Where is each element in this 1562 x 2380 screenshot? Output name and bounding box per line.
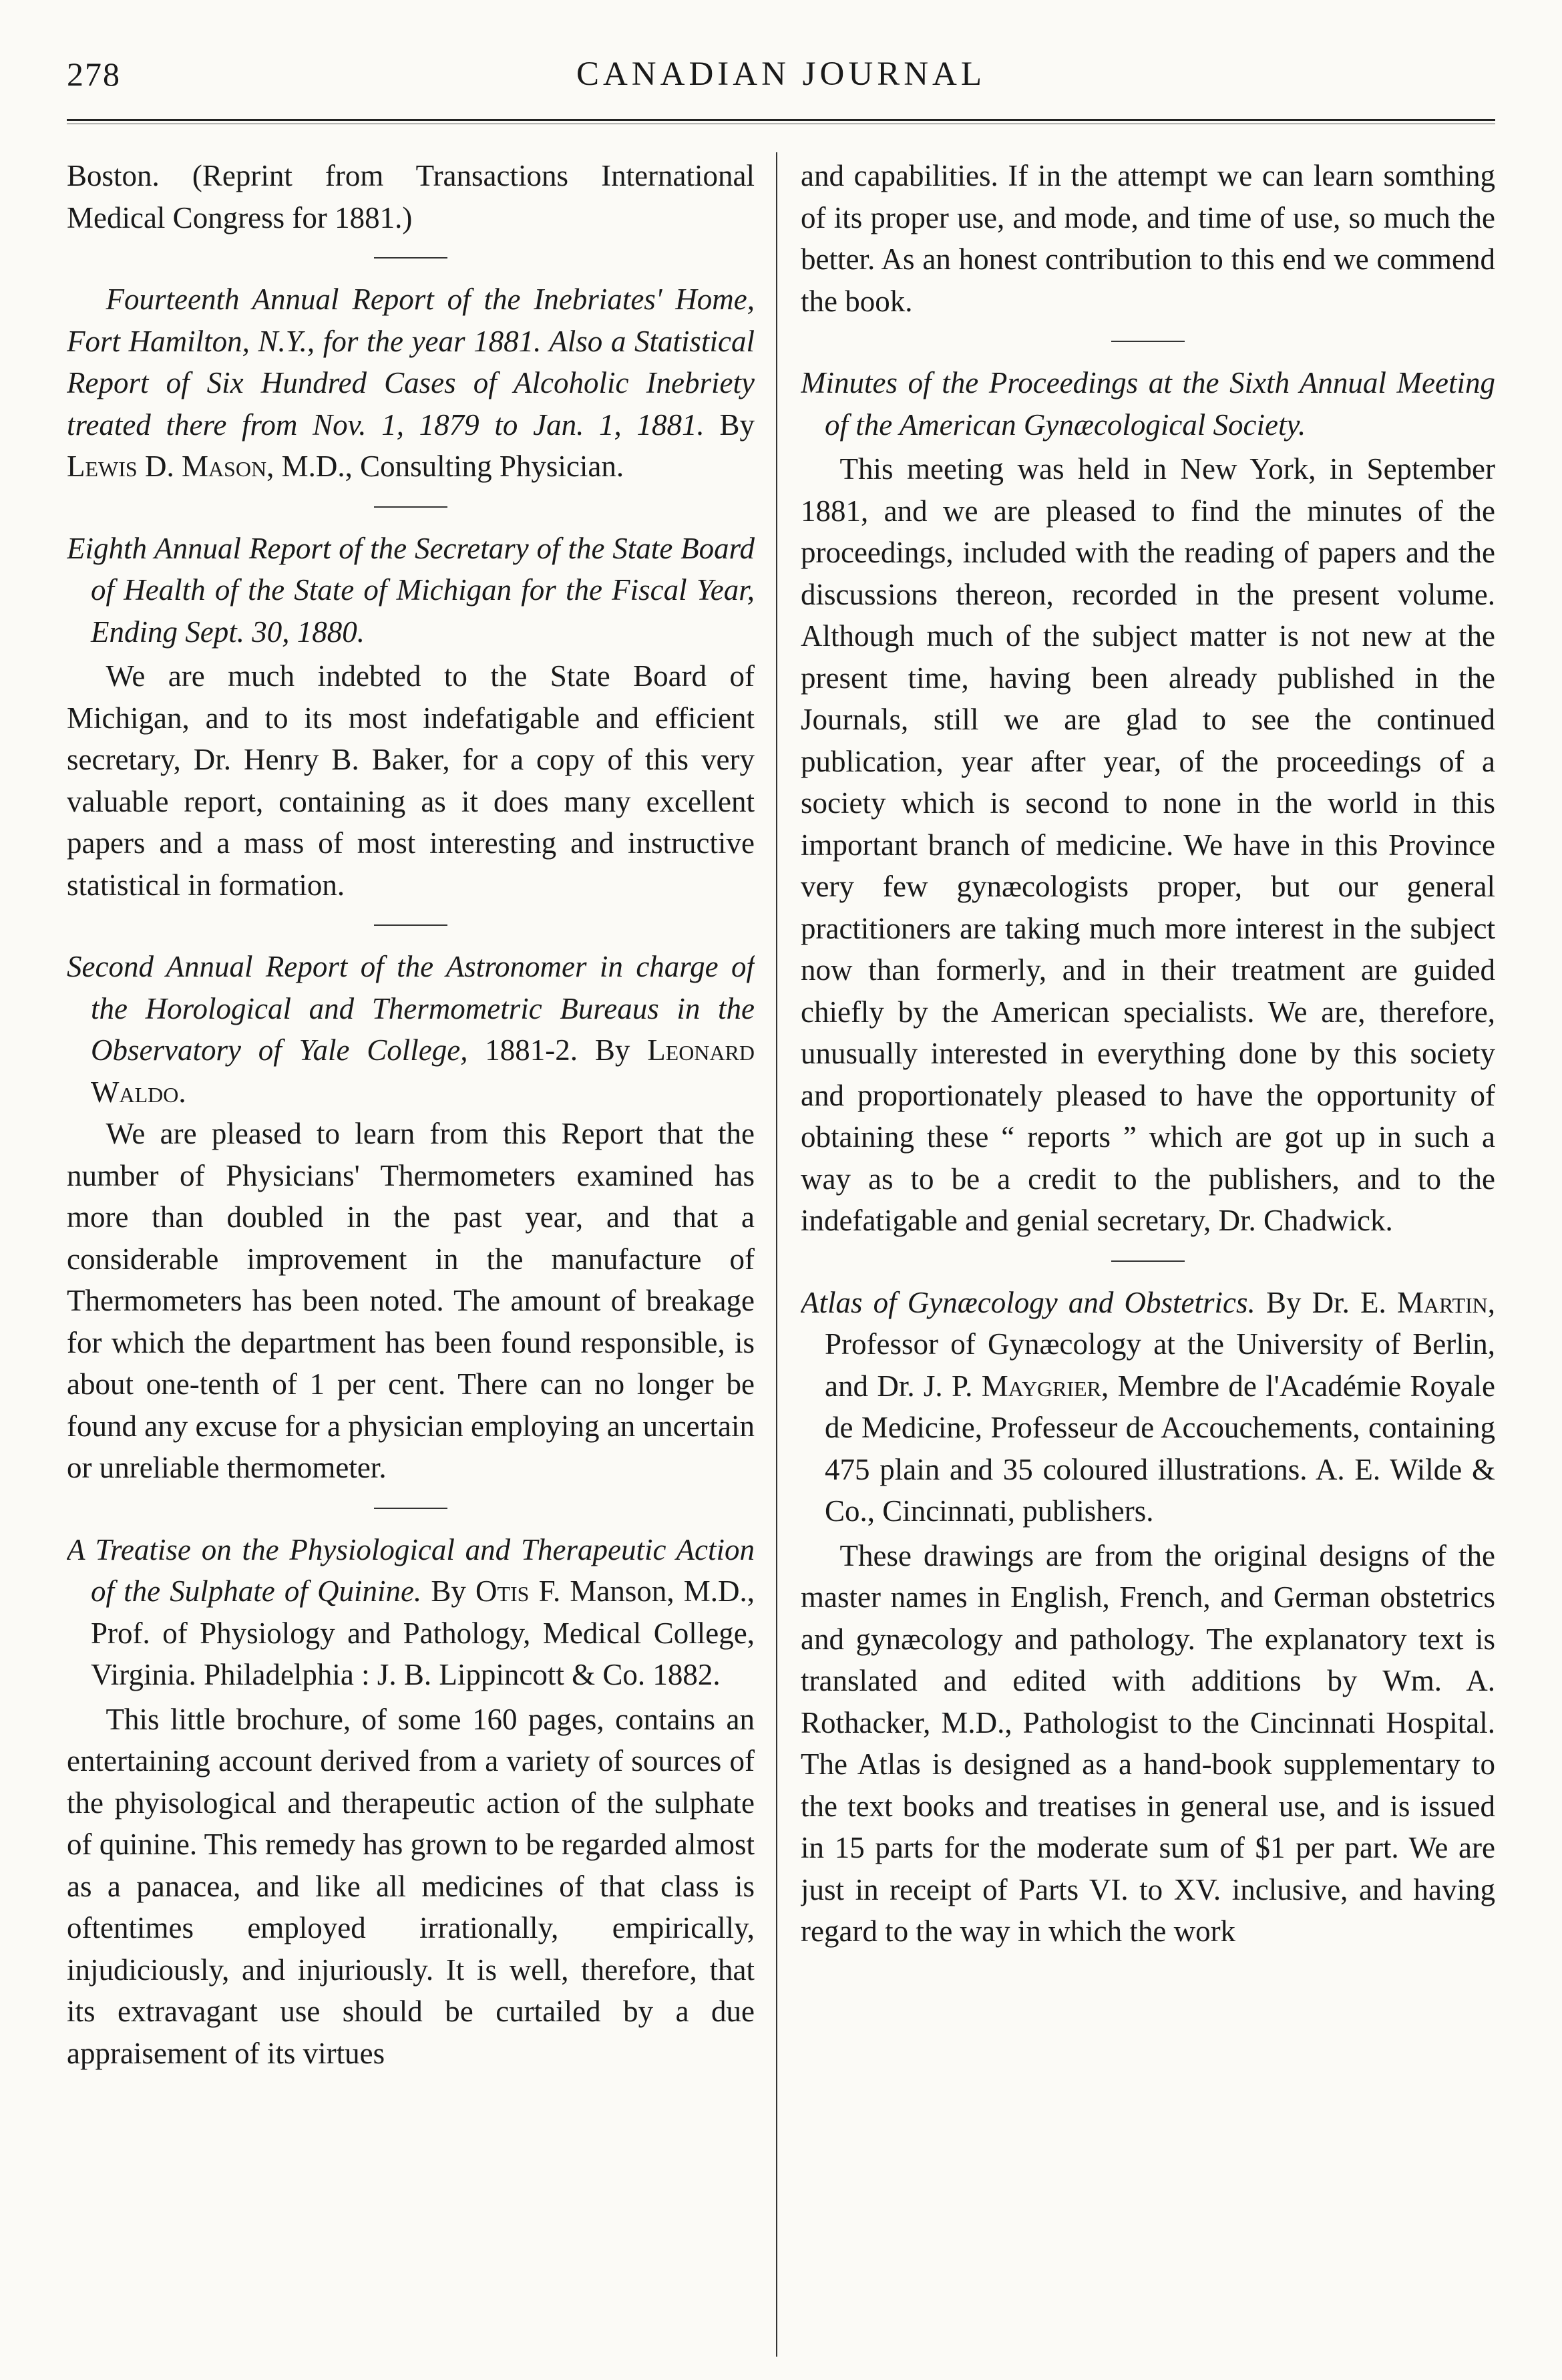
running-header	[67, 55, 1495, 115]
by-label: By	[719, 407, 755, 442]
by-label: By Dr.	[1265, 1285, 1350, 1319]
entry-fourteenth-report-title	[67, 279, 755, 488]
entry-atlas-title	[801, 1282, 1495, 1532]
journal-title: CANADIAN JOURNAL	[576, 55, 986, 93]
page-number: 278	[67, 55, 121, 93]
entry-gynaecological-minutes-title: Minutes of the Proceedings at the Sixth Annual Meeting of the American Gynæcological Society.	[801, 366, 1495, 442]
author-name: Lewis D. Mason,	[67, 450, 274, 483]
review-paragraph: We are pleased to learn from this Report that the number of Physicians' Thermometers examined has more than doubled in the past year, and that a considerable improvement in the manufacture of Thermometers has been noted. The amount of breakage for which the department has been found responsible, is about one-tenth of 1 per cent. There can no longer be found any excuse for a physician employing an uncertain or unreliable thermometer.	[67, 1117, 755, 1484]
column-divider	[776, 152, 777, 2357]
separator-rule	[374, 506, 447, 508]
author-name: Otis	[475, 1574, 530, 1608]
publication-details: Membre de l'Académie Royale de Medicine, Professeur de Accouchements, containing 475 plain and 35 coloured illustrations. A. E. Wilde & Co., Cincinnati, publishers.	[825, 1369, 1495, 1528]
by-label: By	[431, 1574, 466, 1608]
review-paragraph: This little brochure, of some 160 pages, contains an entertaining account derived from a variety of sources of the phyisological and therapeutic action of the sulphate of quinine. This remedy has grown to be regarded almost as a panacea, and like all medicines of that class is oftentimes employed irrationally, empirically, injudiciously, and injuriously. It is well, therefore, that its extravagant use should be curtailed by a due appraisement of its virtues	[67, 1702, 755, 2070]
continued-paragraph: Boston. (Reprint from Transactions International Medical Congress for 1881.)	[67, 159, 755, 234]
separator-rule	[374, 257, 447, 259]
author-credentials: Professor of Gynæcology at the University of Berlin, and Dr. J. P.	[825, 1327, 1495, 1403]
author-name: Maygrier,	[981, 1369, 1109, 1403]
entry-title-text: A Treatise on the Physiological and Therapeutic Action of the Sulphate of Quinine.	[67, 1532, 755, 1608]
entry-astronomer-report-title	[67, 946, 755, 1113]
separator-rule	[1111, 341, 1185, 342]
entry-title-text: Atlas of Gynæcology and Obstetrics.	[801, 1285, 1255, 1319]
separator-rule	[374, 1508, 447, 1509]
entry-title-text: Fourteenth Annual Report of the Inebriates' Home, Fort Hamilton, N.Y., for the year 1881. Also a Statistical Report of Six Hundred Cases of Alcoholic Inebriety treated there from Nov. 1, 1879 to Jan. 1, 1881.	[67, 283, 755, 442]
separator-rule	[374, 924, 447, 926]
continued-paragraph: and capabilities. If in the attempt we can learn somthing of its proper use, and mode, and time of use, so much the better. As an honest contribution to this end we commend the book.	[801, 159, 1495, 318]
separator-rule	[1111, 1260, 1185, 1262]
entry-quinine-treatise-title	[67, 1529, 755, 1696]
entry-title-text: Second Annual Report of the Astronomer in charge of the Horological and Thermometric Bureaus in the Observatory of Yale College,	[67, 950, 755, 1067]
left-column	[67, 155, 755, 2353]
by-label: By	[594, 1033, 630, 1067]
review-paragraph: We are much indebted to the State Board of Michigan, and to its most indefatigable and efficient secretary, Dr. Henry B. Baker, for a copy of this very valuable report, containing as it does many excellent papers and a mass of most interesting and instructive statistical in formation.	[67, 659, 755, 902]
review-paragraph: This meeting was held in New York, in September 1881, and we are pleased to find the minutes of the proceedings, included with the reading of papers and the discussions thereon, recorded in the present volume. Although much of the subject matter is not new at the present time, having been already published in the Journals, still we are glad to see the continued publication, year after year, of the proceedings of a society which is second to none in the world in this important branch of medicine. We have in this Province very few gynæcologists proper, but our general practitioners are taking much more interest in the subject now than formerly, and in their treatment are guided chiefly by the American specialists. We are, therefore, unusually interested in everything done by this society and proportionately pleased to have the opportunity of obtaining these “ reports ” which are got up in such a way as to be a credit to the publishers, and to the indefatigable and genial secretary, Dr. Chadwick.	[801, 452, 1495, 1237]
report-year: 1881-2.	[485, 1033, 578, 1067]
right-column	[801, 155, 1495, 2353]
author-name: E. Martin,	[1360, 1285, 1495, 1319]
review-paragraph: These drawings are from the original designs of the master names in English, French, and German obstetrics and gynæcology and pathology. The explanatory text is translated and edited with additions by Wm. A. Rothacker, M.D., Pathologist to the Cincinnati Hospital. The Atlas is designed as a hand-book supplementary to the text books and treatises in general use, and is issued in 15 parts for the moderate sum of $1 per part. We are just in receipt of Parts VI. to XV. inclusive, and having regard to the way in which the work	[801, 1538, 1495, 1948]
publication-details: F. Manson, M.D., Prof. of Physiology and Pathology, Medical College, Virginia. Philadelphia : J. B. Lippincott & Co. 1882.	[91, 1574, 755, 1691]
header-rule	[67, 119, 1495, 124]
entry-eighth-report-title: Eighth Annual Report of the Secretary of the State Board of Health of the State of Michigan for the Fiscal Year, Ending Sept. 30, 1880.	[67, 531, 755, 649]
author-name: Leonard Waldo.	[91, 1033, 755, 1109]
author-credentials: M.D., Consulting Physician.	[281, 450, 624, 483]
